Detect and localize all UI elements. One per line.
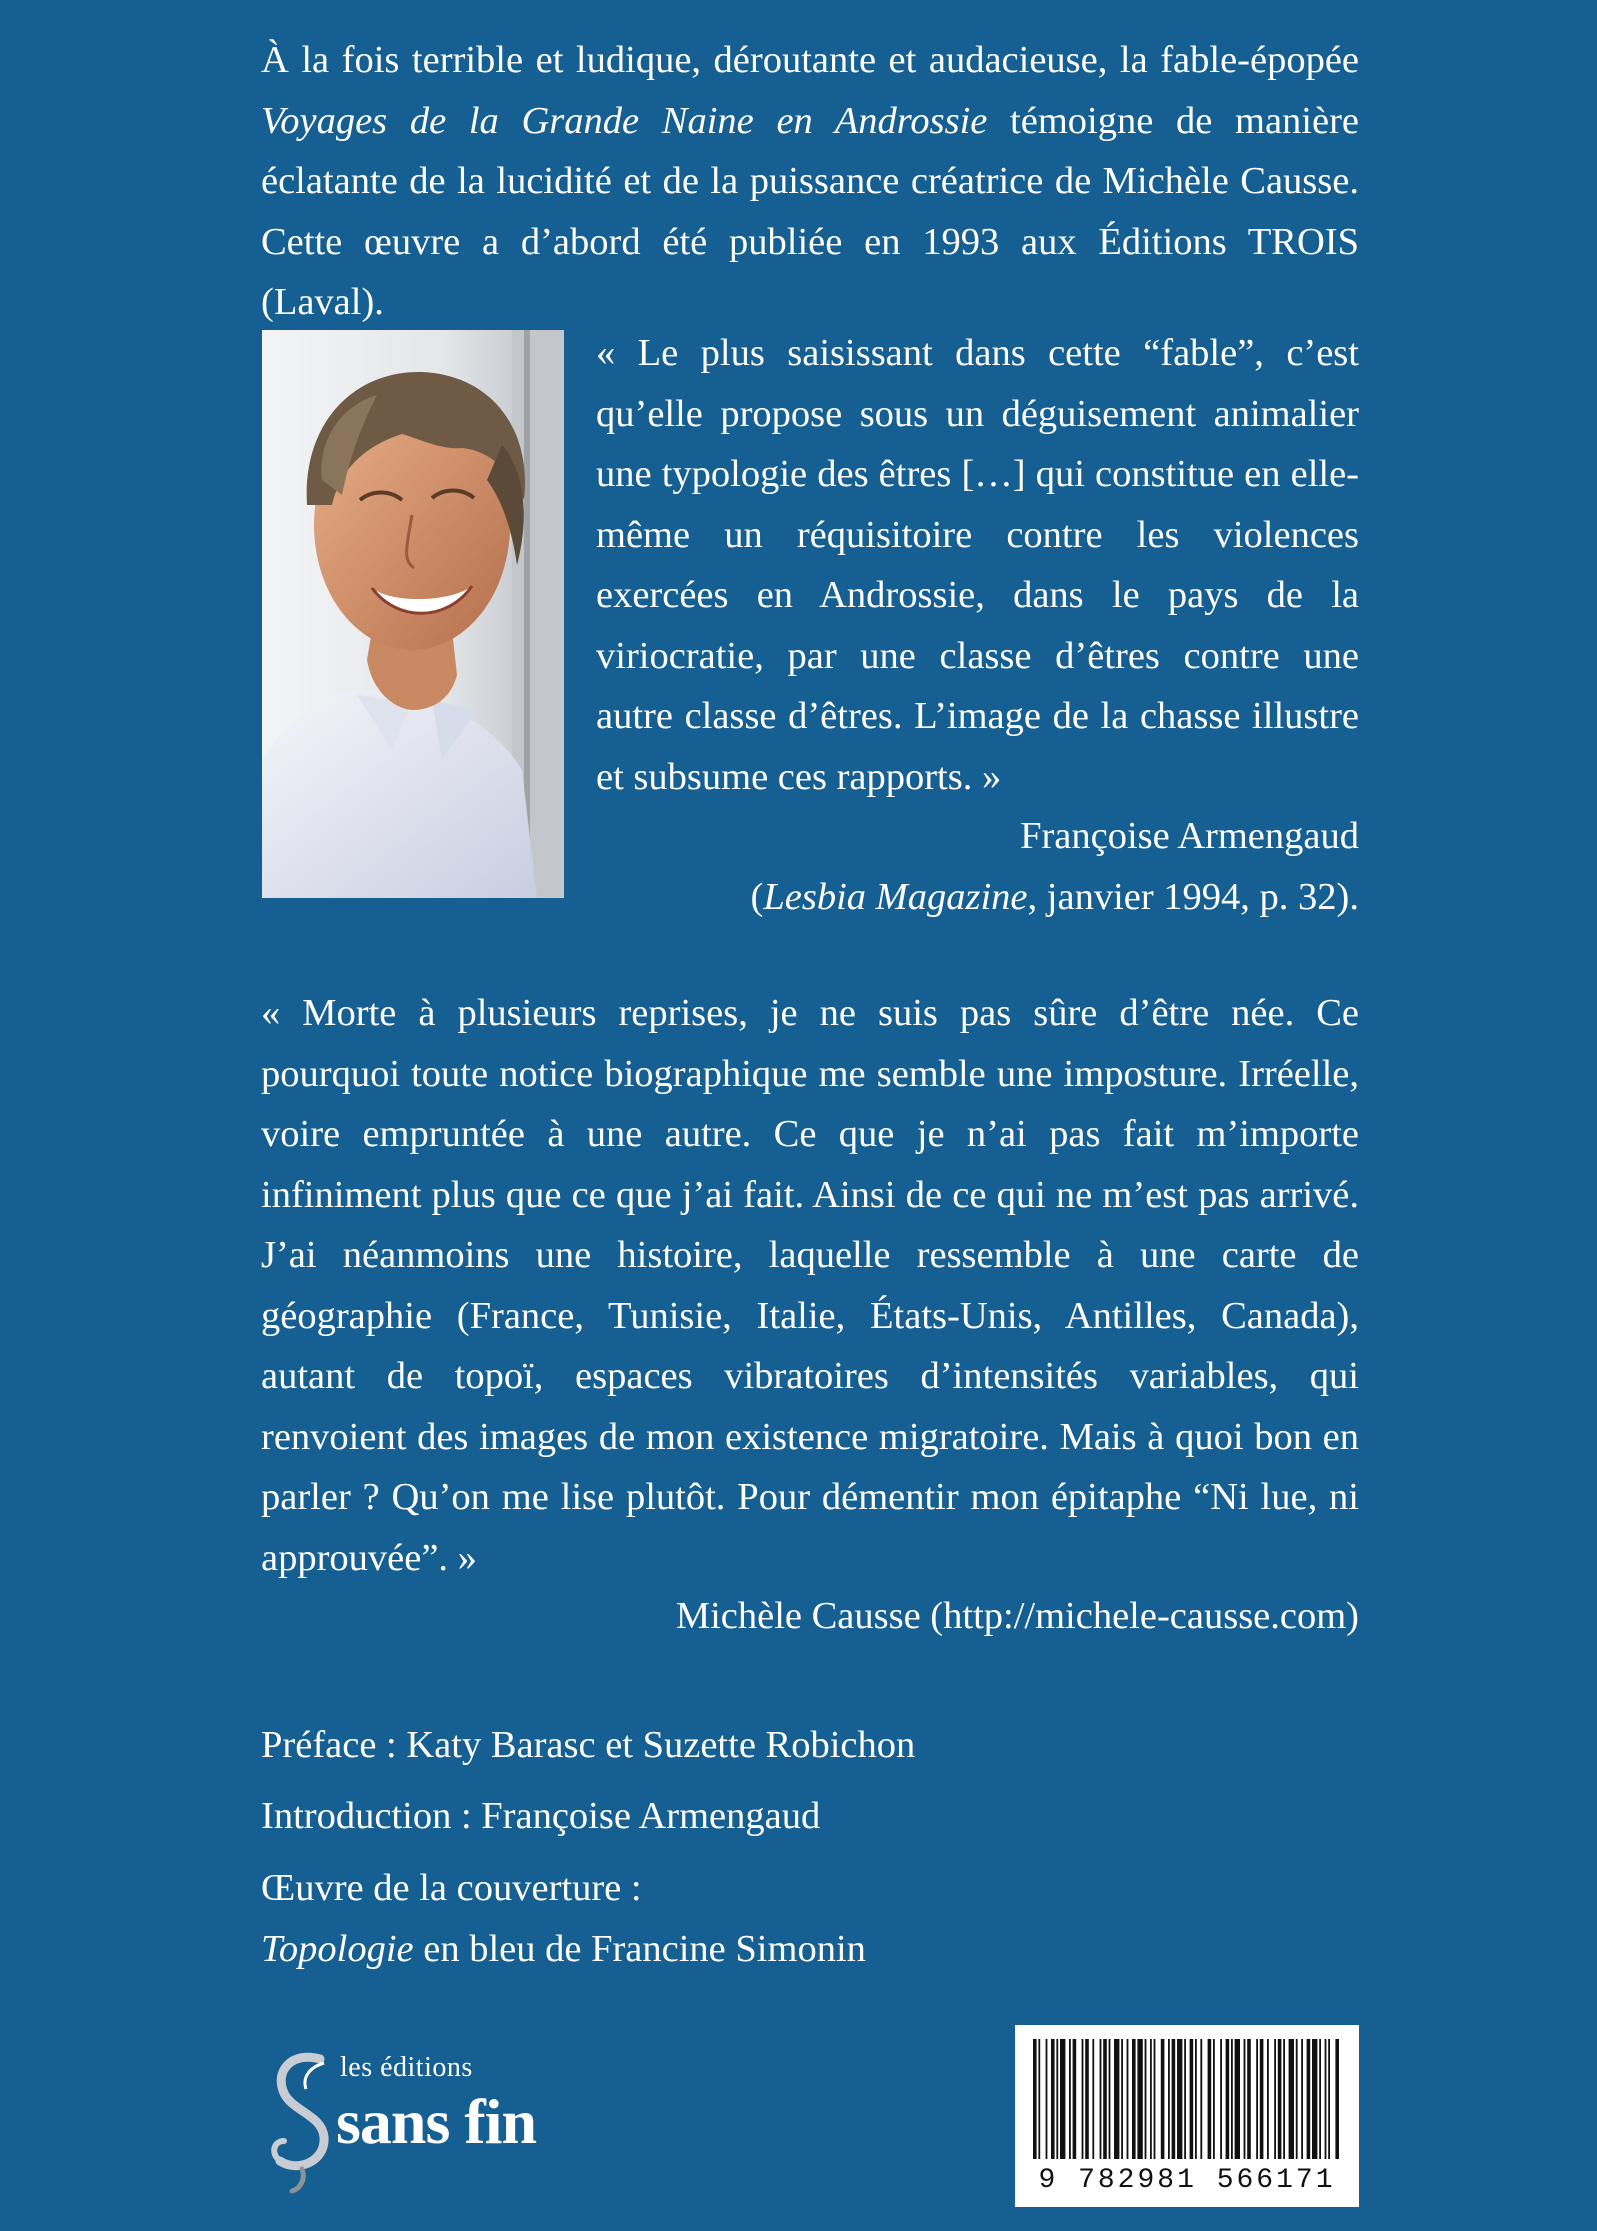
cover-art-work	[261, 1919, 866, 1980]
barcode-bar	[1325, 2039, 1327, 2159]
barcode-bar	[1069, 2039, 1071, 2159]
barcode-bar	[1190, 2039, 1194, 2159]
cover-art-artist: en bleu de Francine Simonin	[413, 1927, 866, 1970]
intro-text-b: témoigne de manière éclatante de la lucidité et de la puissance créatrice de Michèle Causse. Cette œuvre a d’abord été publiée en 1993 aux Éditions TROIS (Laval).	[261, 99, 1359, 323]
cover-art-label: Œuvre de la couverture :	[261, 1867, 642, 1909]
barcode-bar	[1184, 2039, 1186, 2159]
isbn-barcode	[1015, 2025, 1359, 2207]
cover-art-title: Topologie	[261, 1927, 414, 1970]
barcode-bar	[1244, 2039, 1246, 2159]
barcode-bar	[1289, 2039, 1294, 2159]
barcode-bar	[1195, 2039, 1197, 2159]
barcode-bar	[1172, 2039, 1176, 2159]
barcode-bar	[1051, 2039, 1055, 2159]
quote-armengaud-attribution	[596, 806, 1359, 927]
barcode-bar	[1092, 2039, 1094, 2159]
quote-armengaud: « Le plus saisissant dans cette “fable”, c’est qu’elle propose sous un déguisement animalier une typologie des êtres […] qui constitue en elle-même un réquisitoire contre les violences exercées en Androssie, dans le pays de la viriocratie, par une classe d’êtres contre une autre classe d’êtres. L’image de la chasse illustre et subsume ces rapports. »	[596, 332, 1359, 798]
barcode-bars	[1015, 2025, 1359, 2165]
quote-causse: « Morte à plusieurs reprises, je ne suis pas sûre d’être née. Ce pourquoi toute notice biographique me semble une imposture. Irréelle, voire empruntée à une autre. Ce que je n’ai pas fait m’importe infiniment plus que ce que j’ai fait. Ainsi de ce qui ne m’est pas arrivé. J’ai néanmoins une histoire, laquelle ressemble à une carte de géographie (France, Tunisie, Italie, États-Unis, Antilles, Canada), autant de topoï, espaces vibratoires d’intensités variables, qui renvoient des images de mon existence migratoire. Mais à quoi bon en parler ? Qu’on me lise plutôt. Pour démentir mon épitaphe “Ni lue, ni approuvée”. »	[261, 992, 1359, 1579]
barcode-bar	[1137, 2039, 1142, 2159]
barcode-bar	[1256, 2039, 1258, 2159]
barcode-bar	[1312, 2039, 1317, 2159]
cover-art-credit	[261, 1858, 866, 1979]
barcode-bar	[1145, 2039, 1147, 2159]
barcode-bar	[1121, 2039, 1123, 2159]
isbn-digits: 9 782981 566171	[1038, 2165, 1336, 2196]
barcode-bar	[1150, 2039, 1152, 2159]
barcode-bar	[1132, 2039, 1136, 2159]
quote-causse-attribution: Michèle Causse (http://michele-causse.com)	[675, 1595, 1359, 1637]
barcode-bar	[1260, 2039, 1264, 2159]
source-magazine: Lesbia Magazine	[763, 875, 1028, 918]
intro-paragraph	[261, 30, 1359, 333]
barcode-bar	[1033, 2039, 1037, 2159]
barcode-bar	[1267, 2039, 1269, 2159]
barcode-bar	[1328, 2039, 1330, 2159]
source-details: , janvier 1994, p. 32).	[1027, 875, 1359, 918]
barcode-bar	[1213, 2039, 1215, 2159]
book-title: Voyages de la Grande Naine en Androssie	[261, 99, 988, 142]
introduction-credit: Introduction : Françoise Armengaud	[261, 1795, 821, 1837]
barcode-bar	[1161, 2039, 1165, 2159]
quote-armengaud-source	[596, 867, 1359, 928]
barcode-bar	[1220, 2039, 1222, 2159]
barcode-bar	[1103, 2039, 1107, 2159]
publisher-name-big: sans fin	[336, 2086, 537, 2157]
barcode-bar	[1319, 2039, 1321, 2159]
barcode-bar	[1231, 2039, 1233, 2159]
publisher-logo	[262, 2045, 622, 2195]
barcode-bar	[1168, 2039, 1170, 2159]
portrait-illustration	[262, 330, 564, 898]
source-open-paren: (	[750, 875, 764, 918]
preface-credit: Préface : Katy Barasc et Suzette Robichon	[261, 1724, 916, 1766]
barcode-bar	[1073, 2039, 1077, 2159]
barcode-bar	[1296, 2039, 1298, 2159]
barcode-bar	[1060, 2039, 1065, 2159]
barcode-bar	[1247, 2039, 1251, 2159]
barcode-bar	[1154, 2039, 1156, 2159]
barcode-bar	[1301, 2039, 1303, 2159]
publisher-name-small: les éditions	[340, 2052, 473, 2083]
barcode-bar	[1226, 2039, 1230, 2159]
barcode-bar	[1082, 2039, 1084, 2159]
barcode-bar	[1335, 2039, 1339, 2159]
barcode-bar	[1235, 2039, 1240, 2159]
barcode-bar	[1127, 2039, 1129, 2159]
barcode-bar	[1274, 2039, 1276, 2159]
barcode-bar	[1208, 2039, 1212, 2159]
barcode-bar	[1307, 2039, 1311, 2159]
barcode-bar	[1085, 2039, 1089, 2159]
barcode-bar	[1038, 2039, 1040, 2159]
intro-text-a: À la fois terrible et ludique, déroutante et audacieuse, la fable-épopée	[261, 39, 1359, 81]
quote-armengaud-author: Françoise Armengaud	[1020, 815, 1359, 857]
barcode-bar	[1114, 2039, 1119, 2159]
barcode-bar	[1109, 2039, 1111, 2159]
barcode-bar	[1283, 2039, 1285, 2159]
barcode-bar	[1278, 2039, 1282, 2159]
barcode-bar	[1046, 2039, 1048, 2159]
barcode-bar	[1200, 2039, 1202, 2159]
barcode-bar	[1177, 2039, 1182, 2159]
author-photo	[262, 330, 564, 898]
barcode-bar	[1056, 2039, 1058, 2159]
barcode-bar	[1100, 2039, 1102, 2159]
